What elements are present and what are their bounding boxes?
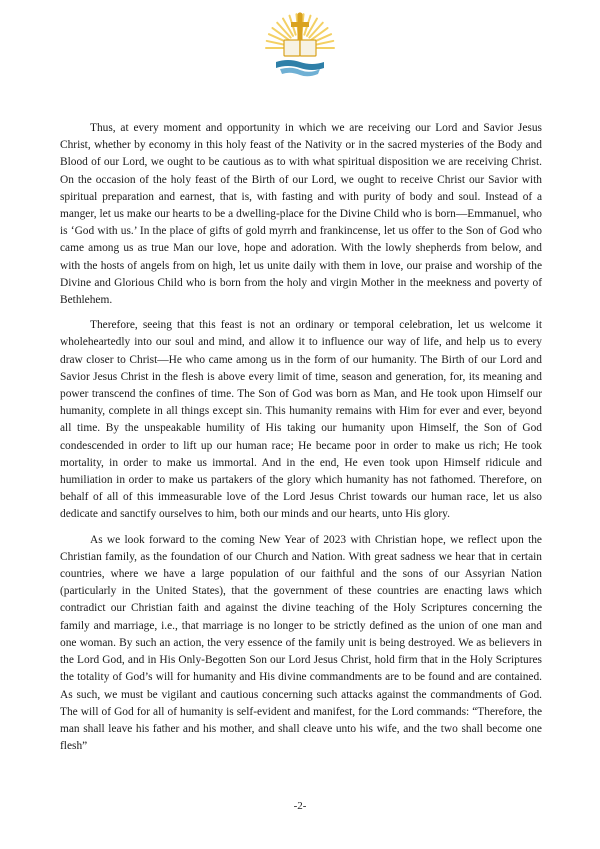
paragraph: Thus, at every moment and opportunity in which we are receiving our Lord and Savior Jesus Christ, whether by economy in this holy feast of the Nativity or in the sacred mysteries of the Body and Blood of our Lord, we ought to be cautious as to with what spiritual disposition we are receiving Christ. On the occasion of the holy feast of the Birth of our Lord, we ought to receive Christ our Savior with spiritual preparation and earnest, that is, with fasting and with purity of body and soul. Instead of a manger, let us make our hearts to be a dwelling-place for the Divine Child who is born—Emmanuel, who is ‘God with us.’ In the place of gifts of gold myrrh and frankincense, let us offer to the Son of God who came among us as true Man our love, hope and adoration. With the lowly shepherds from below, and with the hosts of angels from on high, let us unite daily with them in love, our praise and worship of the Divine and Glorious Child who is born from the holy and virgin Mother in the meekness and poverty of Bethlehem.: [60, 122, 542, 307]
page-number: -2-: [293, 800, 307, 812]
letter-body: [60, 120, 542, 763]
paragraph: As we look forward to the coming New Year of 2023 with Christian hope, we reflect upon the Christian family, as the foundation of our Church and Nation. With great sadness we hear that in certain countries, where we have a large population of our faithful and the sons of our Assyrian Nation (particularly in the United States), that the government of these countries are enacting laws which contradict our Christian faith and against the divine teaching of the Holy Scriptures concerning the family and marriage, i.e., that marriage is no longer to be strictly defined as the union of one man and one woman. By such an action, the very essence of the family unit is being destroyed. We as believers in the Lord God, and in His Only-Begotten Son our Lord Jesus Christ, hold firm that in the Holy Scriptures the totality of God’s will for humanity and His divine commandments are to be found and are contained. As such, we must be vigilant and cautious concerning such attacks against the commandments of God. The will of God for all of humanity is self-evident and manifest, for the Lord commands: “Therefore, the man shall leave his father and his mother, and shall cleave unto his wife, and the two shall become one flesh”: [60, 533, 542, 753]
church-emblem-icon: [262, 6, 338, 82]
paragraph: Therefore, seeing that this feast is not an ordinary or temporal celebration, let us welcome it wholeheartedly into our soul and mind, and allow it to influence our way of life, and help us to every draw closer to Christ—He who came among us in the form of our humanity. The Birth of our Lord and Savior Jesus Christ in the flesh is above every limit of time, season and generation, for, its meaning and power transcend the confines of time. The Son of God was born as Man, and He took upon Himself our humanity, complete in all things except sin. This humanity remains with Him for ever and ever, beyond all time. By the unspeakable humility of His taking our humanity upon Himself, the Son of God condescended in order to lift up our human race; He became poor in order to make us rich; He took mortality, in order to make us immortal. And in the end, He even took upon Himself ridicule and humiliation in order to make us partakers of the glory which humanity has not fathomed. Therefore, on behalf of all of this immeasurable love of the Lord Jesus Christ towards our human race, let us also dedicate and sanctify ourselves to him, both our minds and our hearts, unto His glory.: [60, 319, 542, 521]
